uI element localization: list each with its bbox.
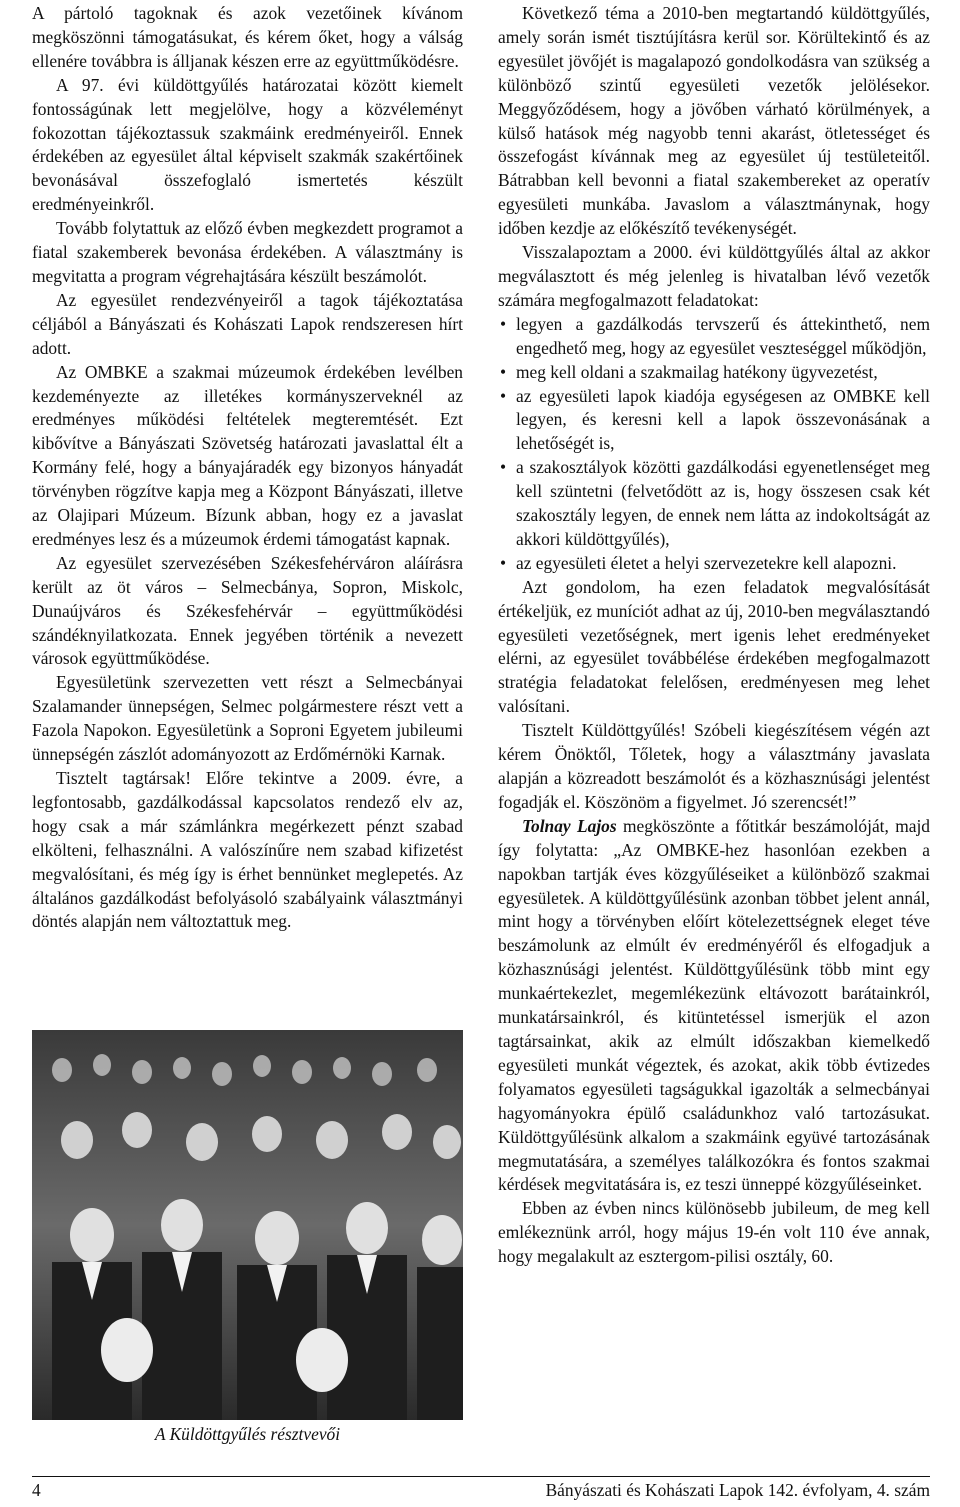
list-item: • legyen a gazdálkodás tervszerű és áttekinthető, nem engedhető meg, hogy az egyesület veszteséggel működjön, (516, 313, 930, 361)
list-item: • az egyesületi lapok kiadója egységesen az OMBKE kell legyen, és keresni kell a lapok összevonásának a lehetőségét is, (516, 385, 930, 457)
paragraph: Következő téma a 2010-ben megtartandó küldöttgyűlés, amely során ismét tisztújításra kerül sor. Körültekintő és az egyesület jövőjét is magalapozó gondolkodásra van szükség a különböző szintű egyesületi vezetők jelölésekor. Meggyőződésem, hogy a jövőben várható körülmények, a külső hatások még nagyobb tenni akarást, ötletességet és összefogást kívánnak meg az egyesület új testületeitől. Bátrabban kell bevonni a fiatal szakembereket az operatív egyesületi munkába. Javaslom a választmánynak, hogy időben kezdje az előkészítő tevékenységét. (498, 3, 930, 239)
paragraph: Tisztelt tagtársak! Előre tekintve a 2009. évre, a legfontosabb, gazdálkodással kapcsolatos rendező elv az, hogy csak a már számlánkra megérkezett pénzt szabad elkölteni, felhasználni. A valószínűre nem szabad kifizetést megvalósítani, és még így is érhet bennünket meglepetés. Az általános gazdálkodást befolyásoló szabályaink választmányi döntés alapján nem változtattuk meg. (32, 768, 463, 932)
paragraph: Az OMBKE a szakmai múzeumok érdekében levélben kezdeményezte az illetékes kormányszerveknél az eredményes működési feltételek megteremtését. Ezt kibővítve a Bányászati Szövetség határozati javaslattal élt a Kormány felé, hogy a bányajáradék egy bizonyos hányadát törvényben rögzítve kapja meg a Központ Bányászati, illetve az Olajipari Múzeum. Bízunk abban, hogy ez a javaslat eredményes lesz és a múzeumok érdemi támogatást kapnak. (32, 361, 463, 549)
list-item: • az egyesületi életet a helyi szervezetekre kell alapozni. (516, 552, 930, 576)
paragraph: Egyesületünk szervezetten vett részt a Selmecbányai Szalamander ünnepségen, Selmec polgármestere részt vett a Fazola Napokon. Egyesületünk a Soproni Egyetem jubileumi ünnepségén zászlót adományozott az Erdőmérnöki Karnak. (32, 672, 463, 765)
right-column (498, 2, 930, 1269)
photo-caption: A Küldöttgyűlés résztvevői (154, 1424, 341, 1444)
paragraph: Az egyesület rendezvényeiről a tagok tájékoztatása céljából a Bányászati és Kohászati Lapok rendszeresen hírt adott. (32, 289, 463, 358)
paragraph: Az egyesület szervezésében Székesfehérváron aláírásra került az öt város – Selmecbánya, Sopron, Miskolc, Dunaújváros és Székesfehérvár – együttműködési szándéknyilatkozata. Ennek jegyében történik a nevezett városok együttműködése. (32, 552, 463, 669)
list-item: • a szakosztályok közötti gazdálkodási egyenetlenséget meg kell szüntetni (felvetődött az is, hogy összesen csak két szakosztály legyen, de ennek nem látta az indokoltságát az akkori küldöttgyűlés), (516, 456, 930, 552)
left-column (32, 2, 463, 934)
photo-image (32, 1030, 463, 1420)
list-item: • meg kell oldani a szakmailag hatékony ügyvezetést, (516, 361, 930, 385)
speaker-name: Tolnay Lajos (522, 815, 617, 836)
page-number: 4 (32, 1480, 41, 1500)
paragraph: A pártoló tagoknak és azok vezetőinek kívánom megköszönni támogatásukat, és kérem őket, hogy a válság ellenére továbbra is álljanak készen erre az együttműködésre. (32, 3, 463, 71)
paragraph: Azt gondolom, ha ezen feladatok megvalósítását értékeljük, ez muníciót adhat az új, 2010-ben megválasztandó egyesületi vezetőségnek, mert igenis lehet eredményeket elérni, az egyesület továbbélése érdekében megfogalmazott stratégia feladatokat felelősen, eredményesen meg lehet valósítani. (498, 576, 930, 717)
paragraph: Ebben az évben nincs különösebb jubileum, de meg kell emlékeznünk arról, hogy május 19-én volt 110 éve annak, hogy megalakult az esztergom-pilisi osztály, 60. (498, 1198, 930, 1267)
journal-name: Bányászati és Kohászati Lapok 142. évfolyam, 4. szám (545, 1480, 930, 1500)
task-list (498, 313, 930, 576)
paragraph: Tisztelt Küldöttgyűlés! Szóbeli kiegészítésem végén azt kérem Önöktől, Tőletek, hogy a választmány javaslata alapján a közreadott beszámolót és a közhasznúsági jelentést fogadják el. Köszönöm a figyelmet. Jó szerencsét!” (498, 720, 930, 812)
paragraph: A 97. évi küldöttgyűlés határozatai között kiemelt fontosságúnak lett megjelölve, hogy a közvéleményt fokozottan tájékoztassuk szakmáink eredményeiről. Ennek érdekében az egyesület által képviselt szakmák szakértőinek bevonásával összefoglaló ismertetés készült eredményeinkről. (32, 74, 463, 215)
paragraph (498, 815, 930, 1198)
photo-audience (32, 1030, 463, 1420)
paragraph: Visszalapoztam a 2000. évi küldöttgyűlés által az akkor megválasztott és még jelenleg is hivatalban lévő vezetők számára megfogalmazott feladatokat: (498, 242, 930, 310)
footer-rule (32, 1476, 930, 1477)
paragraph-text: megköszönte a főtitkár beszámolóját, majd így folytatta: „Az OMBKE-hez hasonlóan ezekben a napokban tartják éves közgyűléseiket a különböző szakmai egyesületek. A küldöttgyűlésünk azonban többet jelent annál, mint hogy a törvényben előírt kötelezettségnek eleget téve beszámolunk az elmúlt év eredményéről és elfogadjuk a közhasznúsági jelentést. Küldöttgyűlésünk több mint egy munkaértekezlet, megemlékezünk eltávozott barátainkról, munkatársainkról, és kitüntetéssel ismerjük el azon tagtársainkat, akik az elmúlt időszakban kiemelkedő egyesületi munkát végeztek, és azokat, akik több évtizedes folyamatos egyesületi tagságukkal igazolták a selmecbányai hagyományokra épülő családunkhoz való tartozásukat. Küldöttgyűlésünk alkalom a szakmáink együvé tartozásának megmutatására, a személyes találkozókra és fontos szakmai kérdések megvitatására is, ez teszi ünneppé közgyűléseinket. (498, 815, 930, 1195)
paragraph: Tovább folytattuk az előző évben megkezdett programot a fiatal szakemberek bevonása érdekében. A választmány is megvitatta a program végrehajtására készült beszámolót. (32, 218, 463, 286)
